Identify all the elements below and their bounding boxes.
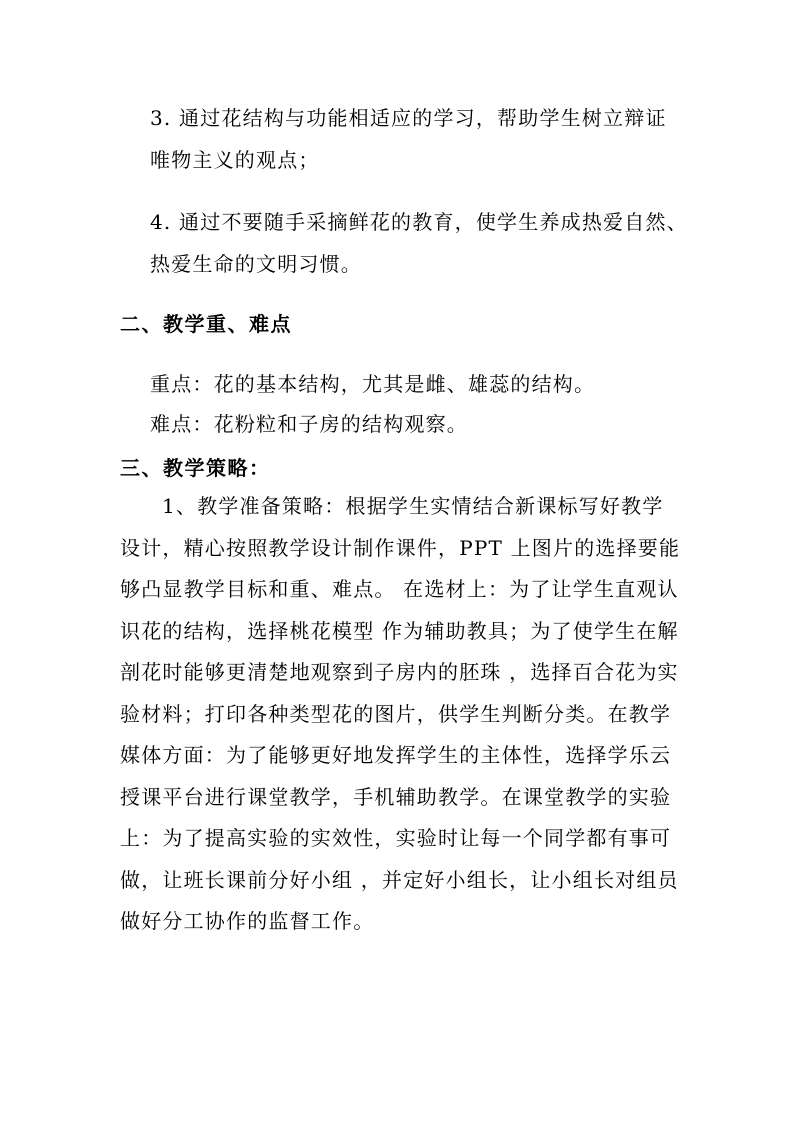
section-heading-teaching-strategy: 三、教学策略： (120, 456, 271, 480)
strategy-paragraph-line: 上：为了提高实验的实效性，实验时让每一个同学都有事可 (120, 826, 672, 850)
strategy-paragraph-line: 做好分工协作的监督工作。 (120, 909, 375, 933)
objective-4-line-1: 4. 通过不要随手采摘鲜花的教育，使学生养成热爱自然、 (150, 210, 688, 234)
objective-3-line-2: 唯物主义的观点； (150, 148, 320, 172)
strategy-paragraph-line: 1、教学准备策略：根据学生实情结合新课标写好教学 (162, 494, 664, 518)
strategy-paragraph-line: 剖花时能够更清楚地观察到子房内的胚珠 ，选择百合花为实 (120, 660, 679, 684)
strategy-paragraph-line: 验材料；打印各种类型花的图片，供学生判断分类。在教学 (120, 702, 672, 726)
strategy-paragraph-line: 够凸显教学目标和重、难点。 在选材上：为了让学生直观认 (120, 577, 679, 601)
strategy-paragraph-line: 设计，精心按照教学设计制作课件，PPT 上图片的选择要能 (120, 536, 681, 560)
key-point-text: 重点：花的基本结构，尤其是雌、雄蕊的结构。 (150, 372, 596, 396)
strategy-paragraph-line: 媒体方面：为了能够更好地发挥学生的主体性，选择学乐云 (120, 743, 672, 767)
objective-4-line-2: 热爱生命的文明习惯。 (150, 252, 362, 276)
objective-3-line-1: 3. 通过花结构与功能相适应的学习，帮助学生树立辩证 (150, 106, 667, 130)
difficult-point-text: 难点：花粉粒和子房的结构观察。 (150, 412, 468, 436)
section-heading-key-difficult-points: 二、教学重、难点 (120, 312, 292, 336)
strategy-paragraph-line: 授课平台进行课堂教学，手机辅助教学。在课堂教学的实验 (120, 785, 672, 809)
strategy-paragraph-line: 识花的结构，选择桃花模型 作为辅助教具；为了使学生在解 (120, 619, 679, 643)
strategy-paragraph-line: 做，让班长课前分好小组 ，并定好小组长，让小组长对组员 (120, 868, 679, 892)
